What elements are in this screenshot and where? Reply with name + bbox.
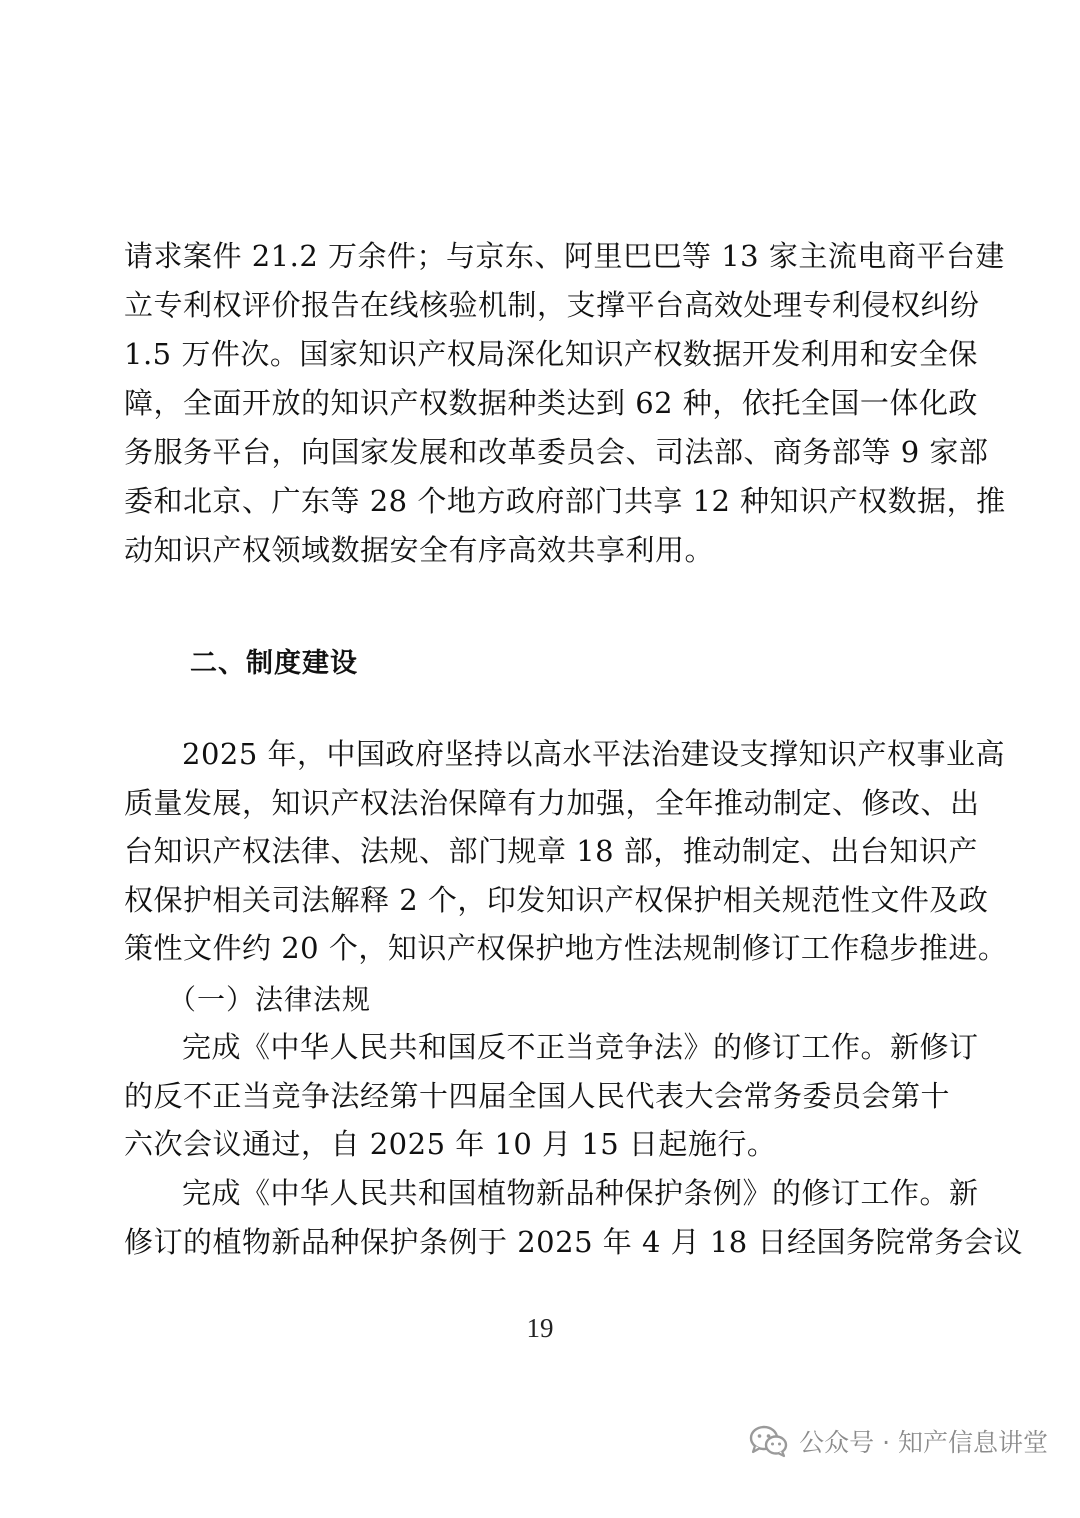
paragraph-line: 完成《中华人民共和国植物新品种保护条例》的修订工作。新 — [182, 1176, 979, 1210]
paragraph-line: 务服务平台，向国家发展和改革委员会、司法部、商务部等 9 家部 — [124, 435, 989, 469]
wechat-icon — [749, 1424, 789, 1458]
paragraph-line: 2025 年，中国政府坚持以高水平法治建设支撑知识产权事业高 — [182, 737, 1006, 771]
paragraph-line: 策性文件约 20 个，知识产权保护地方性法规制修订工作稳步推进。 — [124, 931, 1008, 965]
paragraph-line: 请求案件 21.2 万余件；与京东、阿里巴巴等 13 家主流电商平台建 — [124, 239, 1005, 273]
paragraph-line: 六次会议通过，自 2025 年 10 月 15 日起施行。 — [124, 1127, 777, 1161]
paragraph-line: 完成《中华人民共和国反不正当竞争法》的修订工作。新修订 — [182, 1030, 979, 1064]
paragraph-line: 质量发展，知识产权法治保障有力加强，全年推动制定、修改、出 — [124, 785, 980, 820]
paragraph-intro — [124, 730, 1008, 973]
paragraph-line: 委和北京、广东等 28 个地方政府部门共享 12 种知识产权数据，推 — [124, 484, 1006, 518]
paragraph-line: 立专利权评价报告在线核验机制，支撑平台高效处理专利侵权纠纷 — [124, 288, 980, 322]
paragraph-line: 修订的植物新品种保护条例于 2025 年 4 月 18 日经国务院常务会议 — [124, 1224, 1023, 1259]
subsection-heading: （一）法律法规 — [168, 983, 372, 1016]
paragraph-line: 台知识产权法律、法规、部门规章 18 部，推动制定、出台知识产 — [124, 834, 978, 868]
paragraph-line: 动知识产权领域数据安全有序高效共享利用。 — [124, 533, 715, 567]
page-number: 19 — [526, 1313, 554, 1343]
paragraph-law2 — [124, 1169, 1023, 1266]
paragraph-line: 障，全面开放的知识产权数据种类达到 62 种，依托全国一体化政 — [124, 386, 978, 420]
section-heading: 二、制度建设 — [190, 648, 358, 679]
paragraph-line: 权保护相关司法解释 2 个，印发知识产权保护相关规范性文件及政 — [124, 882, 989, 917]
paragraph-line: 1.5 万件次。国家知识产权局深化知识产权数据开发利用和安全保 — [124, 337, 978, 371]
paragraph-line: 的反不正当竞争法经第十四届全国人民代表大会常务委员会第十 — [124, 1078, 951, 1113]
paragraph-law1 — [124, 1023, 979, 1169]
watermark — [749, 1419, 1048, 1463]
watermark-text: 公众号 · 知产信息讲堂 — [799, 1428, 1048, 1457]
paragraph-top — [124, 232, 1006, 575]
